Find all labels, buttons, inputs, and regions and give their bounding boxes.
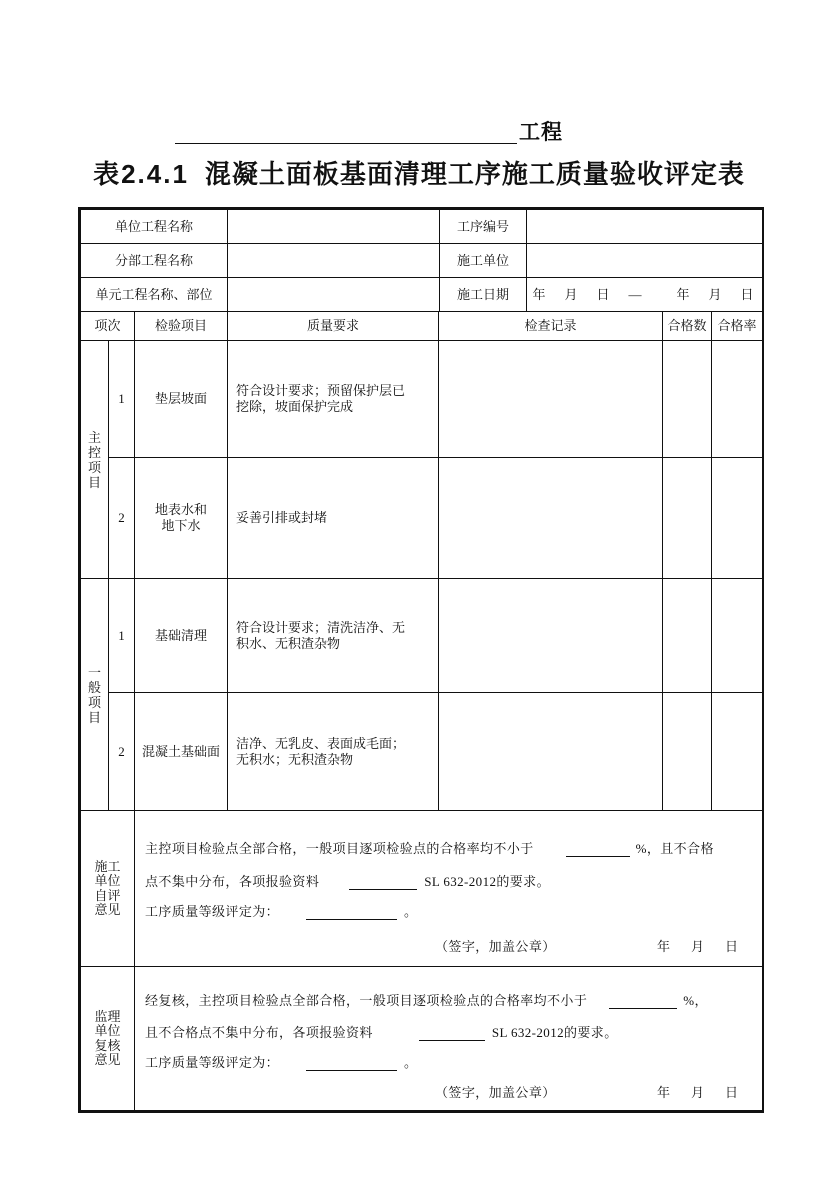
quality-requirement: 洁净、无乳皮、表面成毛面； 无积水；无积渣杂物 xyxy=(228,693,439,811)
documents-conform-blank[interactable] xyxy=(349,875,417,890)
table-row xyxy=(81,811,763,967)
pass-rate-cell[interactable] xyxy=(712,693,763,811)
inspection-table xyxy=(80,311,763,1111)
table-row xyxy=(81,579,763,693)
signature-seal-label: （签字，加盖公章） xyxy=(435,939,556,954)
review-opinion-line1: 经复核，主控项目检验点全部合格，一般项目逐项检验点的合格率均不小于 %， xyxy=(145,993,708,1008)
self-opinion-label: 施工单位自评意见 xyxy=(94,858,121,917)
quality-requirement: 符合设计要求；清洗洁净、无 积水、无积渣杂物 xyxy=(228,579,439,693)
table-row xyxy=(81,967,763,1111)
pass-count-cell[interactable] xyxy=(663,579,712,693)
record-cell[interactable] xyxy=(439,579,663,693)
header-project-label: 工程 xyxy=(519,120,563,144)
record-cell[interactable] xyxy=(439,341,663,458)
quality-requirement: 符合设计要求；预留保护层已 挖除，坡面保护完成 xyxy=(228,341,439,458)
table-row xyxy=(81,278,763,312)
review-opinion-content xyxy=(135,967,763,1111)
review-opinion-line2: 且不合格点不集中分布，各项报验资料 SL 632-2012的要求。 xyxy=(145,1025,618,1040)
construction-unit-label: 施工单位 xyxy=(440,244,527,278)
item-name: 基础清理 xyxy=(135,579,228,693)
item-name: 地表水和 地下水 xyxy=(135,458,228,579)
documents-conform-blank[interactable] xyxy=(419,1026,485,1041)
pass-rate-cell[interactable] xyxy=(712,579,763,693)
self-opinion-content xyxy=(135,811,763,967)
column-header-record: 检查记录 xyxy=(439,312,663,341)
signature-date: 年 月 日 xyxy=(657,1085,743,1100)
row-number: 1 xyxy=(109,579,135,693)
element-project-name-cell[interactable] xyxy=(228,278,440,312)
process-number-label: 工序编号 xyxy=(440,210,527,244)
category-general xyxy=(81,579,109,811)
unit-project-name-cell[interactable] xyxy=(228,210,440,244)
division-project-name-label: 分部工程名称 xyxy=(81,244,228,278)
item-name: 垫层坡面 xyxy=(135,341,228,458)
record-cell[interactable] xyxy=(439,458,663,579)
pass-rate-cell[interactable] xyxy=(712,458,763,579)
element-project-name-label: 单元工程名称、部位 xyxy=(81,278,228,312)
row-number: 1 xyxy=(109,341,135,458)
construction-date-label: 施工日期 xyxy=(440,278,527,312)
table-row xyxy=(81,244,763,278)
table-row xyxy=(81,210,763,244)
category-general-label: 一般项目 xyxy=(87,664,101,725)
item-name: 混凝土基础面 xyxy=(135,693,228,811)
pass-count-cell[interactable] xyxy=(663,693,712,811)
record-cell[interactable] xyxy=(439,693,663,811)
info-table xyxy=(80,209,763,312)
table-row xyxy=(81,458,763,579)
signature-date: 年 月 日 xyxy=(657,939,743,954)
pass-count-cell[interactable] xyxy=(663,341,712,458)
construction-unit-cell[interactable] xyxy=(527,244,763,278)
construction-date-cell[interactable]: 年 月 日 — 年 月 日 xyxy=(527,278,763,312)
review-opinion-label: 监理单位复核意见 xyxy=(94,1008,121,1067)
title-number: 表2.4.1 xyxy=(93,159,189,189)
pass-rate-blank[interactable] xyxy=(609,994,677,1009)
self-opinion-line3: 工序质量等级评定为： 。 xyxy=(145,904,418,919)
project-name-blank-underline[interactable] xyxy=(175,119,517,144)
table-row xyxy=(81,693,763,811)
review-opinion-header xyxy=(81,967,135,1111)
process-number-cell[interactable] xyxy=(527,210,763,244)
row-number: 2 xyxy=(109,693,135,811)
self-opinion-line1: 主控项目检验点全部合格，一般项目逐项检验点的合格率均不小于 %，且不合格 xyxy=(145,841,714,856)
column-header-requirement: 质量要求 xyxy=(228,312,439,341)
grade-blank[interactable] xyxy=(306,905,397,920)
division-project-name-cell[interactable] xyxy=(228,244,440,278)
category-main-control xyxy=(81,341,109,579)
table-header-row xyxy=(81,312,763,341)
table-row xyxy=(81,341,763,458)
pass-rate-blank[interactable] xyxy=(566,842,630,857)
column-header-index: 项次 xyxy=(81,312,135,341)
review-opinion-line3: 工序质量等级评定为： 。 xyxy=(145,1055,418,1070)
column-header-item: 检验项目 xyxy=(135,312,228,341)
signature-seal-label: （签字，加盖公章） xyxy=(435,1085,556,1100)
self-opinion-line2: 点不集中分布，各项报验资料 SL 632-2012的要求。 xyxy=(145,874,550,889)
grade-blank[interactable] xyxy=(306,1056,397,1071)
category-main-control-label: 主控项目 xyxy=(87,429,101,490)
row-number: 2 xyxy=(109,458,135,579)
doc-header xyxy=(175,116,563,148)
page-title xyxy=(0,154,838,191)
title-text: 混凝土面板基面清理工序施工质量验收评定表 xyxy=(204,159,745,189)
column-header-pass-rate: 合格率 xyxy=(712,312,763,341)
quality-requirement: 妥善引排或封堵 xyxy=(228,458,439,579)
self-opinion-header xyxy=(81,811,135,967)
form-table xyxy=(78,207,764,1113)
column-header-pass-count: 合格数 xyxy=(663,312,712,341)
pass-rate-cell[interactable] xyxy=(712,341,763,458)
pass-count-cell[interactable] xyxy=(663,458,712,579)
unit-project-name-label: 单位工程名称 xyxy=(81,210,228,244)
